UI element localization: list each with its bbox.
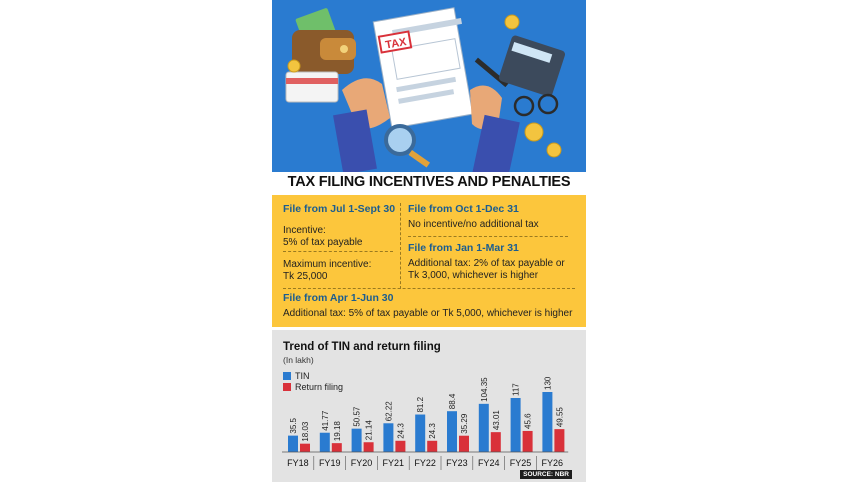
period-2-block bbox=[408, 203, 580, 231]
bar-tin bbox=[320, 433, 330, 452]
magnifier-icon bbox=[386, 126, 414, 154]
divider bbox=[283, 251, 393, 252]
data-label: 45.6 bbox=[523, 413, 533, 429]
divider bbox=[408, 236, 568, 237]
bar-tin bbox=[352, 429, 362, 452]
tax-doc-label: TAX bbox=[384, 36, 408, 52]
coin-icon bbox=[288, 60, 300, 72]
infographic-card bbox=[272, 0, 586, 482]
data-label: 19.18 bbox=[332, 421, 342, 442]
x-tick-label: FY21 bbox=[382, 458, 405, 468]
period-3-block bbox=[408, 242, 580, 282]
bar-return-filing bbox=[491, 432, 501, 452]
glasses-icon bbox=[515, 97, 533, 115]
page-title: TAX FILING INCENTIVES AND PENALTIES bbox=[287, 174, 571, 190]
data-label: 35.29 bbox=[460, 413, 469, 434]
bar-return-filing bbox=[554, 429, 564, 452]
period-1-line-4: Tk 25,000 bbox=[283, 271, 328, 282]
data-label: 62.22 bbox=[384, 401, 394, 422]
coin-icon bbox=[505, 15, 519, 29]
bar-return-filing bbox=[300, 444, 310, 452]
bar-tin bbox=[288, 436, 298, 452]
data-label: 104.35 bbox=[479, 377, 489, 402]
bar-return-filing bbox=[364, 442, 374, 452]
source-credit: SOURCE: NBR bbox=[520, 470, 572, 479]
period-4-line-1: Additional tax: 5% of tax payable or Tk 5,000, whichever is higher bbox=[283, 308, 573, 319]
period-1-heading: File from Jul 1-Sept 30 bbox=[283, 203, 396, 215]
chart-panel bbox=[272, 330, 586, 482]
data-label: 88.4 bbox=[448, 393, 457, 410]
bar-tin bbox=[415, 415, 425, 452]
bar-tin bbox=[383, 423, 393, 452]
chart-unit: (In lakh) bbox=[283, 355, 314, 365]
hero-illustration bbox=[272, 0, 586, 172]
bar-tin bbox=[511, 398, 521, 452]
period-1-line-3: Maximum incentive: bbox=[283, 259, 372, 270]
bar-return-filing bbox=[523, 431, 533, 452]
legend-label-tin: TIN bbox=[295, 371, 310, 381]
period-4-block bbox=[283, 292, 583, 320]
period-4-heading: File from Apr 1-Jun 30 bbox=[283, 292, 394, 304]
x-tick-label: FY26 bbox=[541, 458, 564, 468]
x-tick-label: FY18 bbox=[287, 458, 309, 468]
x-tick-label: FY23 bbox=[446, 458, 468, 468]
x-tick-label: FY25 bbox=[509, 458, 532, 468]
x-tick-label: FY19 bbox=[318, 458, 341, 468]
bar-return-filing bbox=[427, 441, 437, 452]
bar-return-filing bbox=[459, 436, 469, 452]
bar-tin bbox=[447, 411, 457, 452]
data-label: 49.55 bbox=[555, 407, 565, 428]
calculator-icon bbox=[498, 35, 566, 98]
period-1-block bbox=[283, 203, 405, 283]
data-label: 50.57 bbox=[352, 406, 362, 427]
data-label: 35.5 bbox=[289, 418, 298, 434]
bar-tin bbox=[479, 404, 489, 452]
x-tick-label: FY22 bbox=[414, 458, 436, 468]
x-tick-label: FY24 bbox=[477, 458, 500, 468]
credit-card-icon bbox=[286, 72, 338, 102]
tax-illustration bbox=[272, 0, 586, 172]
period-2-line-1: No incentive/no additional tax bbox=[408, 219, 539, 230]
period-3-line-2: Tk 3,000, whichever is higher bbox=[408, 270, 539, 281]
data-label: 24.3 bbox=[396, 423, 406, 439]
chart-title: Trend of TIN and return filing bbox=[283, 341, 441, 353]
divider bbox=[283, 288, 575, 289]
data-label: 43.01 bbox=[491, 410, 501, 431]
data-label: 21.14 bbox=[364, 420, 374, 441]
period-1-line-1: Incentive: bbox=[283, 225, 326, 236]
data-label: 41.77 bbox=[320, 410, 330, 431]
x-tick-label: FY20 bbox=[350, 458, 373, 468]
incentive-info-box bbox=[272, 195, 586, 327]
data-label: 24.3 bbox=[428, 423, 438, 439]
data-label: 18.03 bbox=[301, 421, 310, 442]
bar-chart bbox=[272, 330, 586, 482]
coin-icon bbox=[525, 123, 543, 141]
bar-return-filing bbox=[395, 441, 405, 452]
legend-label-return-filing: Return filing bbox=[295, 382, 344, 392]
period-2-heading: File from Oct 1-Dec 31 bbox=[408, 203, 519, 215]
divider bbox=[400, 203, 401, 289]
bar-tin bbox=[542, 392, 552, 452]
data-label: 81.2 bbox=[416, 396, 426, 413]
data-label: 117 bbox=[511, 383, 521, 396]
period-3-heading: File from Jan 1-Mar 31 bbox=[408, 242, 519, 254]
bar-return-filing bbox=[332, 443, 342, 452]
period-3-line-1: Additional tax: 2% of tax payable or bbox=[408, 258, 565, 269]
coin-icon bbox=[547, 143, 561, 157]
period-1-line-2: 5% of tax payable bbox=[283, 237, 363, 248]
data-label: 130 bbox=[543, 376, 553, 390]
